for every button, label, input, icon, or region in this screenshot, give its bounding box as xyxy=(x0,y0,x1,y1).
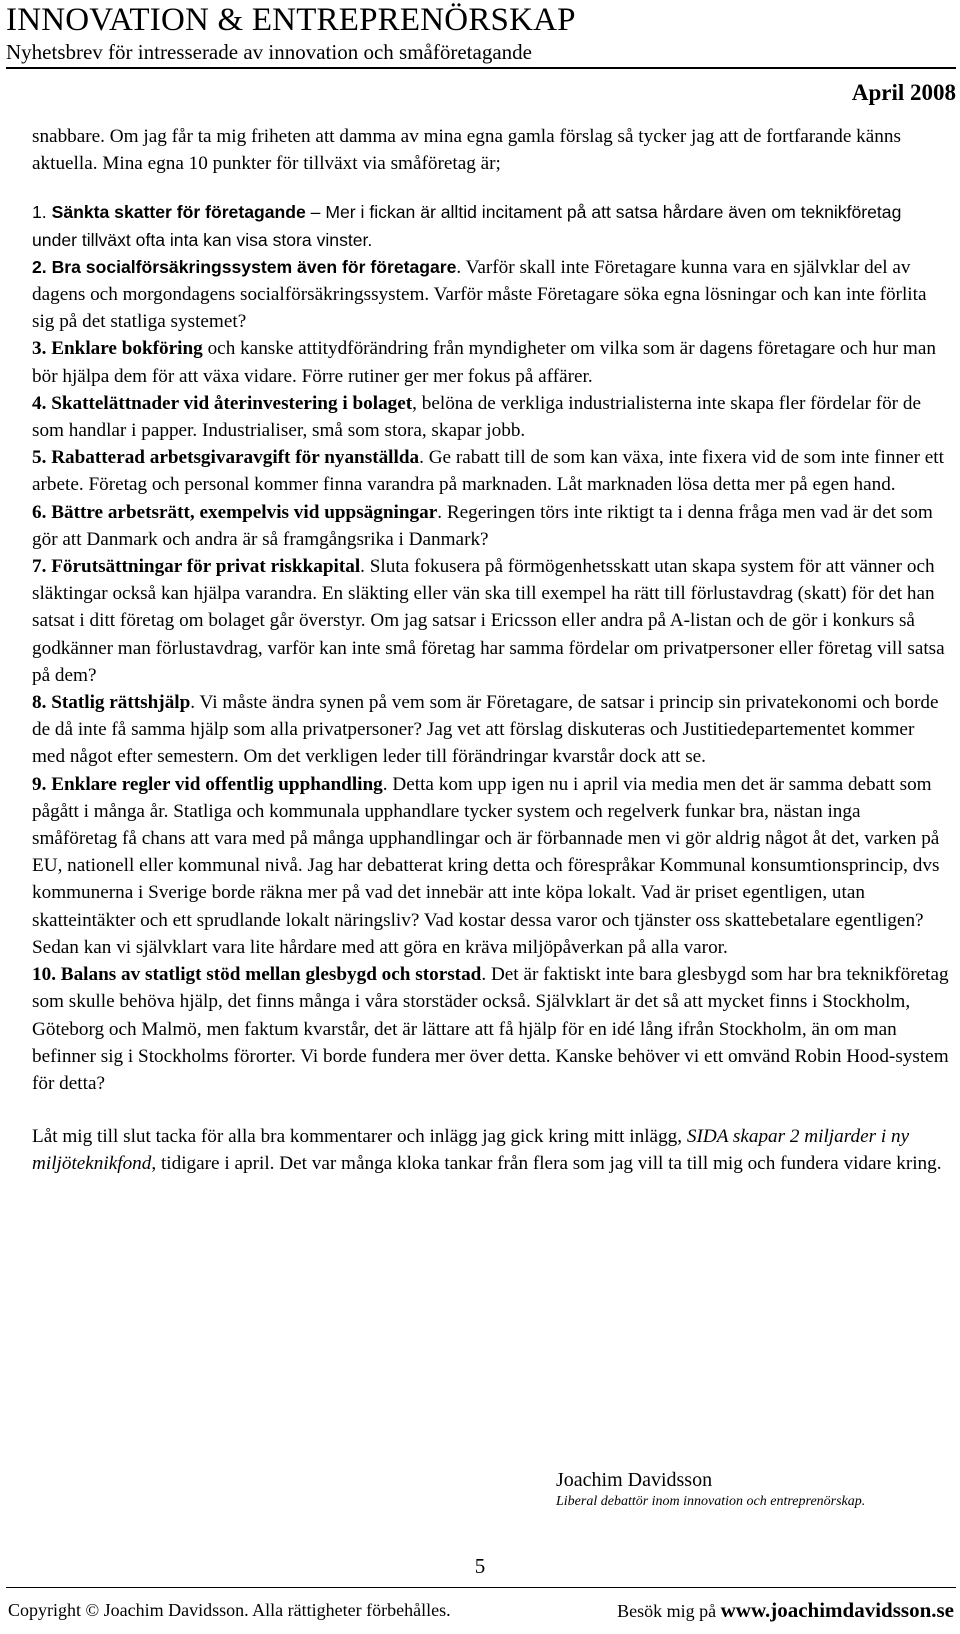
copyright-notice: Copyright © Joachim Davidsson. Alla rättigheter förbehålles. xyxy=(8,1600,451,1620)
footer-rule xyxy=(6,1587,956,1588)
point-1-heading: Sänkta skatter för företagande xyxy=(51,202,306,223)
point-5: 5. Rabatterad arbetsgivaravgift för nyanställda. Ge rabatt till de som kan växa, inte fixera vid de som inte finner ett arbete. Företag och personal kommer finna varandra på marknaden. Låt marknaden lösa detta mer på egen hand. xyxy=(32,447,944,496)
point-6-heading: Bättre arbetsrätt, exempelvis vid uppsägningar xyxy=(51,501,438,523)
point-6-text: Regeringen törs inte riktigt ta i denna fråga men vad är det som gör att Danmark och andra är så framgångsrika i Danmark? xyxy=(32,501,933,550)
point-4-heading: Skattelättnader vid återinvestering i bolaget xyxy=(51,392,413,414)
closing-paragraph: Låt mig till slut tacka för alla bra kommentarer och inlägg jag gick kring mitt inlägg, SIDA skapar 2 miljarder i ny miljöteknikfond, tidigare i april. Det var många kloka tankar från flera som jag vill ta till mig och fundera vidare kring. xyxy=(32,1126,942,1175)
point-7-heading: Förutsättningar för privat riskkapital xyxy=(51,556,361,578)
page-number: 5 xyxy=(474,1554,486,1578)
point-3-heading: Enklare bokföring xyxy=(51,338,203,360)
point-10-text: Det är faktiskt inte bara glesbygd som har bra teknikföretag som skulle behöva hjälp, det finns många i våra storstäder också. Självklart är det så att mycket finns i Stockholm, Göteborg och Malmö, men faktum kvarstår, det är lättare att få hjälp för en idé lång ifrån Stockholm, än om man befinner sig i Stockholms förorter. Vi borde fundera mer över detta. Kanske behöver vi ett omvänd Robin Hood-system för detta? xyxy=(32,964,949,1094)
point-8: 8. Statlig rättshjälp. Vi måste ändra synen på vem som är Företagare, de satsar i princip sin privatekonomi och borde de då inte få samma hjälp som alla privatpersoner? Jag vet att förslag diskuteras och Justitiedepartementet kommer med något efter semestern. Om det verkligen leder till förändringar kvarstår dock att se. xyxy=(32,692,939,768)
point-2: 2. Bra socialförsäkringssystem även för företagare. Varför skall inte Företagare kunna vara en självklar del av dagens och morgondagens socialförsäkringssystem. Varför måste Företagare söka egna lösningar och kan inte förlita sig på det statliga systemet? xyxy=(32,256,927,333)
point-9-text: Detta kom upp igen nu i april via media men det är samma debatt som pågått i många år. Statliga och kommunala upphandlare tycker system och regelverk funkar bra, nästan inga småföretag få chans att vara med på många upphandlingar och är förbannade men vi gör aldrig något åt det, varken på EU, nationell eller kommunal nivå. Jag har debatterat kring detta och förespråkar Kommunal konsumtionsprincip, dvs kommunerna i Sverige borde räkna mer på vad det innebär att inte köpa lokalt. Vad är priset egentligen, utan skatteintäkter och ett sprudlande lokalt näringsliv? Vad kostar dessa varor och tjänster oss skattebetalare egentligen? Sedan kan vi självklart vara lite hårdare med att göra en kräva miljöpåverkan på alla varor. xyxy=(32,773,940,958)
point-10-heading: Balans av statligt stöd mellan glesbygd och storstad xyxy=(60,964,482,986)
header-rule xyxy=(6,67,956,69)
newsletter-header xyxy=(6,0,956,66)
author-role: Liberal debattör inom innovation och entreprenörskap. xyxy=(556,1494,866,1509)
visit-label: Besök mig på xyxy=(617,1601,717,1621)
point-2-heading: Bra socialförsäkringssystem även för företagare xyxy=(51,256,457,277)
point-1: 1. Sänkta skatter för företagande – Mer i fickan är alltid incitament på att satsa hårdare även om teknikföretag under tillväxt ofta inta kan visa stora vinster. xyxy=(32,202,902,250)
article-body xyxy=(32,123,950,1178)
point-4-text: belöna de verkliga industrialisterna inte skapa fler fördelar för de som handlar i papper. Industrialiser, små som stora, skapar jobb. xyxy=(32,392,921,442)
newsletter-subtitle: Nyhetsbrev för intresserade av innovation och småföretagande xyxy=(6,40,532,64)
website-link[interactable]: www.joachimdavidsson.se xyxy=(720,1598,954,1622)
point-9-heading: Enklare regler vid offentlig upphandling xyxy=(51,773,383,795)
point-1-text: Mer i fickan är alltid incitament på att satsa hårdare även om teknikföretag under tillväxt ofta inta kan visa stora vinster. xyxy=(32,202,902,250)
signature-block xyxy=(556,1467,865,1511)
issue-date: April 2008 xyxy=(851,80,956,105)
point-3-text: och kanske attitydförändring från myndigheter om vilka som är dagens företagare och hur man bör hjälpa dem för att växa vidare. Förre rutiner ger mer fokus på affärer. xyxy=(32,338,936,387)
point-8-heading: Statlig rättshjälp xyxy=(51,692,191,714)
point-4: 4. Skattelättnader vid återinvestering i bolaget, belöna de verkliga industrialisterna inte skapa fler fördelar för de som handlar i papper. Industrialiser, små som stora, skapar jobb. xyxy=(32,392,921,442)
point-8-text: Vi måste ändra synen på vem som är Företagare, de satsar i princip sin privatekonomi och borde de då inte få samma hjälp som alla privatpersoner? Jag vet att förslag diskuteras och Justitiedepartementet kommer med något efter semestern. Om det verkligen leder till förändringar kvarstår dock att se. xyxy=(32,692,939,768)
point-5-text: Ge rabatt till de som kan växa, inte fixera vid de som inte finner ett arbete. Företag och personal kommer finna varandra på marknaden. Låt marknaden lösa detta mer på egen hand. xyxy=(32,447,944,496)
intro-paragraph: snabbare. Om jag får ta mig friheten att damma av mina egna gamla förslag så tycker jag att de fortfarande känns aktuella. Mina egna 10 punkter för tillväxt via småföretag är; xyxy=(32,126,901,175)
point-7: 7. Förutsättningar för privat riskkapital. Sluta fokusera på förmögenhetsskatt utan skapa system för att vänner och släktingar också kan hjälpa varandra. En släkting eller vän ska till exempel ha rätt till förlustavdrag (skatt) för det han satsat i ditt företag om bolaget går överstyr. Om jag satsar i Ericsson eller andra på A-listan och de gör i konkurs så godkänner man förlustavdrag, varför kan inte små företag har samma fördelar om privatpersoner eller företag vill satsa på dem? xyxy=(32,556,945,686)
website-notice xyxy=(617,1598,954,1623)
point-3: 3. Enklare bokföring och kanske attitydförändring från myndigheter om vilka som är dagens företagare och hur man bör hjälpa dem för att växa vidare. Förre rutiner ger mer fokus på affärer. xyxy=(32,338,936,387)
point-9: 9. Enklare regler vid offentlig upphandling. Detta kom upp igen nu i april via media men det är samma debatt som pågått i många år. Statliga och kommunala upphandlare tycker system och regelverk funkar bra, nästan inga småföretag få chans att vara med på många upphandlingar och är förbannade men vi gör aldrig något åt det, varken på EU, nationell eller kommunal nivå. Jag har debatterat kring detta och förespråkar Kommunal konsumtionsprincip, dvs kommunerna i Sverige borde räkna mer på vad det innebär att inte köpa lokalt. Vad är priset egentligen, utan skatteintäkter och ett sprudlande lokalt näringsliv? Vad kostar dessa varor och tjänster oss skattebetalare egentligen? Sedan kan vi självklart vara lite hårdare med att göra en kräva miljöpåverkan på alla varor. xyxy=(32,773,940,958)
point-6: 6. Bättre arbetsrätt, exempelvis vid uppsägningar. Regeringen törs inte riktigt ta i denna fråga men vad är det som gör att Danmark och andra är så framgångsrika i Danmark? xyxy=(32,501,933,550)
point-5-heading: Rabatterad arbetsgivaravgift för nyanställda xyxy=(51,447,420,469)
point-10: 10. Balans av statligt stöd mellan glesbygd och storstad. Det är faktiskt inte bara glesbygd som har bra teknikföretag som skulle behöva hjälp, det finns många i våra storstäder också. Självklart är det så att mycket finns i Stockholm, Göteborg och Malmö, men faktum kvarstår, det är lättare att få hjälp för en idé lång ifrån Stockholm, än om man befinner sig i Stockholms förorter. Vi borde fundera mer över detta. Kanske behöver vi ett omvänd Robin Hood-system för detta? xyxy=(32,964,949,1094)
referenced-article-title: SIDA skapar 2 miljarder i ny miljöteknikfond xyxy=(32,1126,910,1175)
author-name: Joachim Davidsson xyxy=(556,1469,713,1491)
point-7-text: Sluta fokusera på förmögenhetsskatt utan skapa system för att vänner och släktingar också kan hjälpa varandra. En släkting eller vän ska till exempel ha rätt till förlustavdrag (skatt) för det han satsat i ditt företag om bolaget går överstyr. Om jag satsar i Ericsson eller andra på A-listan och de gör i konkurs så godkänner man förlustavdrag, varför kan inte små företag har samma fördelar om privatpersoner eller företag vill satsa på dem? xyxy=(32,556,945,686)
point-2-text: Varför skall inte Företagare kunna vara en självklar del av dagens och morgondagens socialförsäkringssystem. Varför måste Företagare söka egna lösningar och kan inte förlita sig på det statliga systemet? xyxy=(32,256,927,333)
newsletter-title: INNOVATION & ENTREPRENÖRSKAP xyxy=(6,2,576,38)
